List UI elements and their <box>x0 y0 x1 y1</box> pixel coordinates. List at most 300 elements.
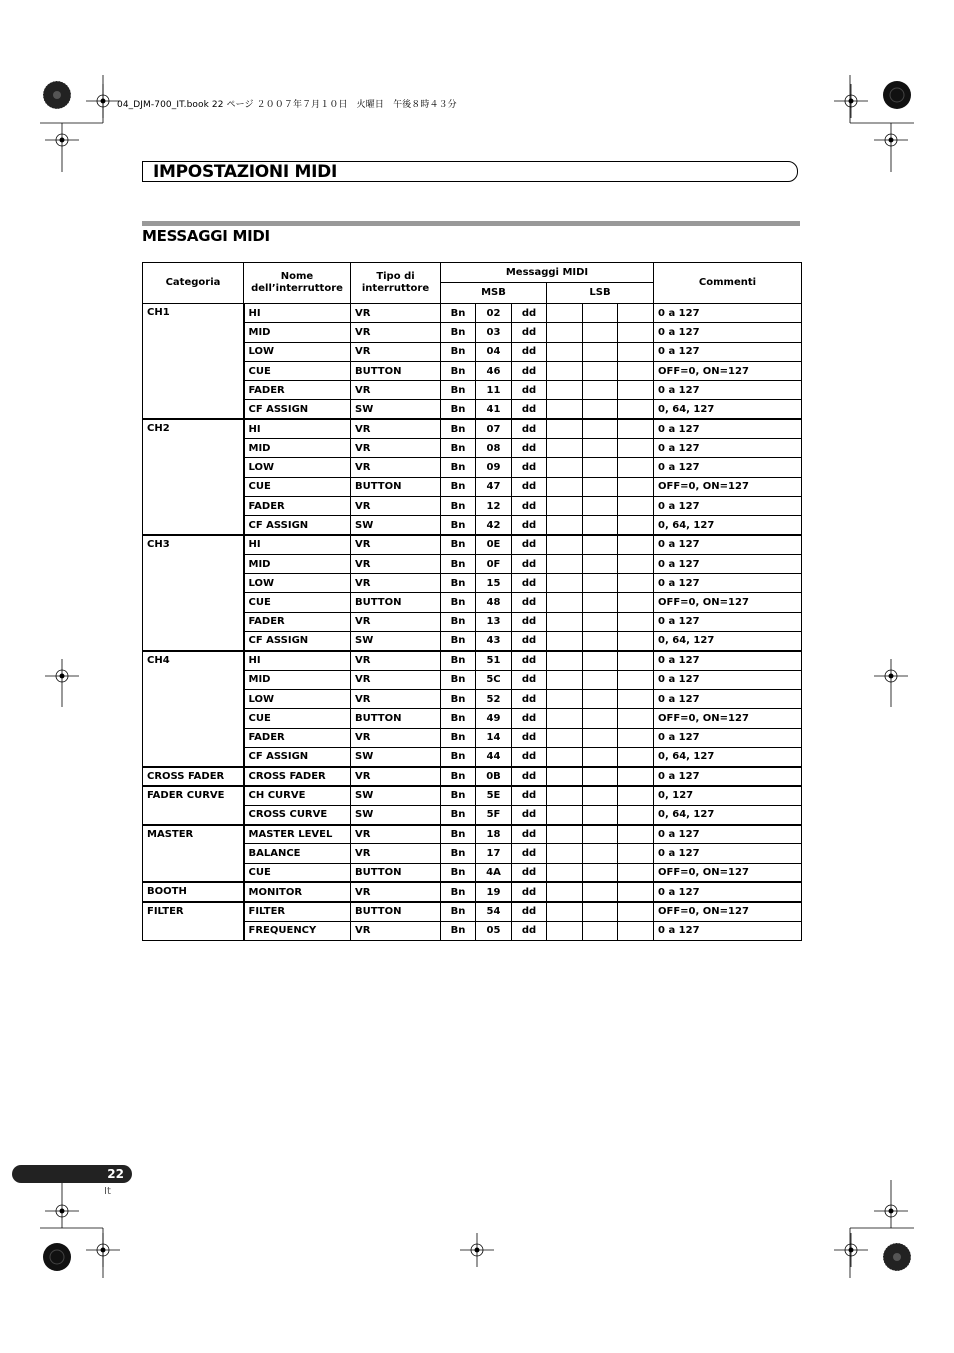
lsb-control-cell <box>583 323 618 342</box>
switch-name-cell: FADER <box>244 612 351 631</box>
switch-type-cell: SW <box>351 400 441 419</box>
msb-data-cell: dd <box>512 805 547 824</box>
msb-status-cell: Bn <box>441 400 476 419</box>
comment-cell: 0 a 127 <box>654 921 802 940</box>
msb-data-cell: dd <box>512 709 547 728</box>
lsb-control-cell <box>583 574 618 593</box>
msb-control-cell: 5F <box>476 805 512 824</box>
lsb-control-cell <box>583 612 618 631</box>
comment-cell: 0 a 127 <box>654 844 802 863</box>
lsb-data-cell <box>618 381 654 400</box>
comment-cell: 0 a 127 <box>654 825 802 844</box>
msb-control-cell: 46 <box>476 361 512 380</box>
msb-data-cell: dd <box>512 477 547 496</box>
lsb-status-cell <box>547 921 583 940</box>
switch-type-cell: VR <box>351 844 441 863</box>
msb-data-cell: dd <box>512 419 547 438</box>
lsb-status-cell <box>547 805 583 824</box>
msb-status-cell: Bn <box>441 612 476 631</box>
msb-data-cell: dd <box>512 844 547 863</box>
switch-type-cell: SW <box>351 632 441 651</box>
lsb-data-cell <box>618 863 654 882</box>
header-commenti: Commenti <box>654 263 802 304</box>
lsb-data-cell <box>618 400 654 419</box>
table-row <box>143 767 802 786</box>
switch-type-cell: VR <box>351 496 441 515</box>
switch-name-cell: CF ASSIGN <box>244 400 351 419</box>
table-row <box>143 535 802 554</box>
lsb-status-cell <box>547 902 583 921</box>
lsb-status-cell <box>547 439 583 458</box>
switch-type-cell: VR <box>351 342 441 361</box>
lsb-control-cell <box>583 458 618 477</box>
lsb-data-cell <box>618 342 654 361</box>
msb-data-cell: dd <box>512 651 547 670</box>
lsb-data-cell <box>618 496 654 515</box>
lsb-control-cell <box>583 921 618 940</box>
header-nome-line1: Nome <box>280 271 314 282</box>
lsb-status-cell <box>547 535 583 554</box>
comment-cell: 0 a 127 <box>654 342 802 361</box>
lsb-status-cell <box>547 689 583 708</box>
msb-control-cell: 51 <box>476 651 512 670</box>
table-row <box>143 304 802 323</box>
lsb-control-cell <box>583 419 618 438</box>
msb-data-cell: dd <box>512 323 547 342</box>
msb-control-cell: 48 <box>476 593 512 612</box>
switch-type-cell: VR <box>351 439 441 458</box>
lsb-status-cell <box>547 747 583 766</box>
msb-status-cell: Bn <box>441 882 476 901</box>
msb-control-cell: 4A <box>476 863 512 882</box>
msb-control-cell: 11 <box>476 381 512 400</box>
header-nome-line2: dell’interruttore <box>251 283 343 294</box>
lsb-control-cell <box>583 477 618 496</box>
lsb-control-cell <box>583 882 618 901</box>
table-row <box>143 786 802 805</box>
lsb-data-cell <box>618 921 654 940</box>
switch-name-cell: LOW <box>244 574 351 593</box>
msb-data-cell: dd <box>512 574 547 593</box>
header-tipo-line1: Tipo di <box>376 271 415 282</box>
section-title: IMPOSTAZIONI MIDI <box>153 162 337 182</box>
msb-control-cell: 44 <box>476 747 512 766</box>
switch-name-cell: CH CURVE <box>244 786 351 805</box>
comment-cell: 0, 64, 127 <box>654 747 802 766</box>
msb-data-cell: dd <box>512 439 547 458</box>
msb-status-cell: Bn <box>441 786 476 805</box>
table-row <box>143 825 802 844</box>
comment-cell: 0, 64, 127 <box>654 805 802 824</box>
msb-status-cell: Bn <box>441 342 476 361</box>
msb-status-cell: Bn <box>441 651 476 670</box>
switch-name-cell: MASTER LEVEL <box>244 825 351 844</box>
switch-type-cell: SW <box>351 786 441 805</box>
msb-status-cell: Bn <box>441 805 476 824</box>
msb-data-cell: dd <box>512 767 547 786</box>
switch-name-cell: FREQUENCY <box>244 921 351 940</box>
msb-control-cell: 03 <box>476 323 512 342</box>
comment-cell: OFF=0, ON=127 <box>654 361 802 380</box>
comment-cell: 0 a 127 <box>654 419 802 438</box>
msb-data-cell: dd <box>512 689 547 708</box>
switch-type-cell: VR <box>351 825 441 844</box>
lsb-data-cell <box>618 361 654 380</box>
switch-type-cell: BUTTON <box>351 477 441 496</box>
category-cell: CH1 <box>143 304 244 420</box>
lsb-status-cell <box>547 304 583 323</box>
comment-cell: OFF=0, ON=127 <box>654 863 802 882</box>
switch-name-cell: LOW <box>244 342 351 361</box>
lsb-status-cell <box>547 342 583 361</box>
header-lsb: LSB <box>547 283 654 304</box>
lsb-status-cell <box>547 323 583 342</box>
msb-control-cell: 09 <box>476 458 512 477</box>
lsb-data-cell <box>618 632 654 651</box>
comment-cell: 0 a 127 <box>654 767 802 786</box>
lsb-control-cell <box>583 400 618 419</box>
lsb-control-cell <box>583 496 618 515</box>
comment-cell: 0 a 127 <box>654 439 802 458</box>
msb-data-cell: dd <box>512 747 547 766</box>
msb-control-cell: 0F <box>476 554 512 573</box>
msb-data-cell: dd <box>512 593 547 612</box>
msb-control-cell: 05 <box>476 921 512 940</box>
msb-data-cell: dd <box>512 554 547 573</box>
switch-name-cell: CROSS FADER <box>244 767 351 786</box>
msb-control-cell: 07 <box>476 419 512 438</box>
lsb-control-cell <box>583 863 618 882</box>
msb-control-cell: 42 <box>476 516 512 535</box>
msb-control-cell: 19 <box>476 882 512 901</box>
lsb-data-cell <box>618 304 654 323</box>
lsb-data-cell <box>618 554 654 573</box>
lsb-data-cell <box>618 419 654 438</box>
header-messaggi: Messaggi MIDI <box>441 263 654 283</box>
header-msb: MSB <box>441 283 547 304</box>
lsb-status-cell <box>547 612 583 631</box>
lsb-status-cell <box>547 574 583 593</box>
msb-control-cell: 41 <box>476 400 512 419</box>
lsb-status-cell <box>547 825 583 844</box>
switch-name-cell: HI <box>244 651 351 670</box>
lsb-data-cell <box>618 516 654 535</box>
msb-data-cell: dd <box>512 342 547 361</box>
lsb-status-cell <box>547 767 583 786</box>
msb-data-cell: dd <box>512 516 547 535</box>
comment-cell: 0, 127 <box>654 786 802 805</box>
switch-type-cell: VR <box>351 458 441 477</box>
msb-control-cell: 5E <box>476 786 512 805</box>
comment-cell: 0 a 127 <box>654 323 802 342</box>
msb-control-cell: 18 <box>476 825 512 844</box>
msb-control-cell: 0B <box>476 767 512 786</box>
switch-type-cell: BUTTON <box>351 361 441 380</box>
header-nome <box>244 263 351 304</box>
msb-data-cell: dd <box>512 535 547 554</box>
switch-name-cell: MONITOR <box>244 882 351 901</box>
lsb-status-cell <box>547 632 583 651</box>
switch-type-cell: VR <box>351 381 441 400</box>
switch-name-cell: FADER <box>244 496 351 515</box>
lsb-data-cell <box>618 767 654 786</box>
switch-name-cell: CUE <box>244 593 351 612</box>
msb-data-cell: dd <box>512 381 547 400</box>
msb-status-cell: Bn <box>441 477 476 496</box>
lsb-control-cell <box>583 593 618 612</box>
switch-type-cell: VR <box>351 304 441 323</box>
comment-cell: 0 a 127 <box>654 574 802 593</box>
page-number: 22 <box>107 1167 124 1181</box>
switch-type-cell: BUTTON <box>351 863 441 882</box>
switch-type-cell: VR <box>351 767 441 786</box>
msb-data-cell: dd <box>512 863 547 882</box>
lsb-data-cell <box>618 882 654 901</box>
subsection-title: MESSAGGI MIDI <box>142 227 270 245</box>
msb-status-cell: Bn <box>441 593 476 612</box>
switch-name-cell: FILTER <box>244 902 351 921</box>
msb-status-cell: Bn <box>441 458 476 477</box>
category-cell: MASTER <box>143 825 244 883</box>
comment-cell: OFF=0, ON=127 <box>654 593 802 612</box>
switch-type-cell: VR <box>351 323 441 342</box>
lsb-status-cell <box>547 361 583 380</box>
switch-name-cell: CUE <box>244 477 351 496</box>
comment-cell: OFF=0, ON=127 <box>654 477 802 496</box>
msb-control-cell: 52 <box>476 689 512 708</box>
msb-data-cell: dd <box>512 361 547 380</box>
msb-control-cell: 54 <box>476 902 512 921</box>
lsb-status-cell <box>547 593 583 612</box>
switch-type-cell: VR <box>351 921 441 940</box>
switch-name-cell: CF ASSIGN <box>244 632 351 651</box>
lsb-status-cell <box>547 670 583 689</box>
msb-data-cell: dd <box>512 786 547 805</box>
msb-control-cell: 15 <box>476 574 512 593</box>
msb-data-cell: dd <box>512 882 547 901</box>
lsb-data-cell <box>618 825 654 844</box>
lsb-data-cell <box>618 805 654 824</box>
msb-data-cell: dd <box>512 728 547 747</box>
switch-type-cell: VR <box>351 882 441 901</box>
comment-cell: 0 a 127 <box>654 882 802 901</box>
lsb-control-cell <box>583 825 618 844</box>
msb-status-cell: Bn <box>441 361 476 380</box>
msb-status-cell: Bn <box>441 767 476 786</box>
switch-name-cell: CF ASSIGN <box>244 516 351 535</box>
msb-status-cell: Bn <box>441 863 476 882</box>
lsb-data-cell <box>618 786 654 805</box>
comment-cell: OFF=0, ON=127 <box>654 709 802 728</box>
lsb-status-cell <box>547 709 583 728</box>
msb-control-cell: 08 <box>476 439 512 458</box>
comment-cell: 0 a 127 <box>654 304 802 323</box>
lsb-data-cell <box>618 439 654 458</box>
msb-status-cell: Bn <box>441 921 476 940</box>
lsb-status-cell <box>547 458 583 477</box>
switch-type-cell: VR <box>351 535 441 554</box>
table-row <box>143 651 802 670</box>
switch-name-cell: CUE <box>244 863 351 882</box>
header-tipo-line2: interruttore <box>361 283 430 294</box>
msb-status-cell: Bn <box>441 825 476 844</box>
lsb-status-cell <box>547 381 583 400</box>
lsb-status-cell <box>547 882 583 901</box>
switch-name-cell: CUE <box>244 361 351 380</box>
msb-data-cell: dd <box>512 304 547 323</box>
lsb-data-cell <box>618 612 654 631</box>
category-cell: FILTER <box>143 902 244 941</box>
comment-cell: 0 a 127 <box>654 458 802 477</box>
msb-status-cell: Bn <box>441 670 476 689</box>
comment-cell: 0, 64, 127 <box>654 632 802 651</box>
switch-name-cell: CROSS CURVE <box>244 805 351 824</box>
msb-data-cell: dd <box>512 825 547 844</box>
switch-name-cell: CUE <box>244 709 351 728</box>
lsb-control-cell <box>583 670 618 689</box>
lsb-control-cell <box>583 805 618 824</box>
header-categoria: Categoria <box>143 263 244 304</box>
msb-status-cell: Bn <box>441 516 476 535</box>
lsb-status-cell <box>547 554 583 573</box>
msb-status-cell: Bn <box>441 632 476 651</box>
msb-control-cell: 47 <box>476 477 512 496</box>
midi-messages-table <box>142 262 802 941</box>
lsb-control-cell <box>583 516 618 535</box>
comment-cell: 0 a 127 <box>654 728 802 747</box>
lsb-data-cell <box>618 651 654 670</box>
msb-control-cell: 5C <box>476 670 512 689</box>
switch-type-cell: VR <box>351 670 441 689</box>
switch-type-cell: VR <box>351 728 441 747</box>
msb-control-cell: 12 <box>476 496 512 515</box>
msb-data-cell: dd <box>512 921 547 940</box>
switch-name-cell: HI <box>244 304 351 323</box>
table-row <box>143 419 802 438</box>
msb-status-cell: Bn <box>441 689 476 708</box>
msb-status-cell: Bn <box>441 419 476 438</box>
category-cell: BOOTH <box>143 882 244 901</box>
msb-status-cell: Bn <box>441 747 476 766</box>
msb-data-cell: dd <box>512 902 547 921</box>
category-cell: CH3 <box>143 535 244 651</box>
msb-status-cell: Bn <box>441 574 476 593</box>
msb-data-cell: dd <box>512 496 547 515</box>
lsb-data-cell <box>618 902 654 921</box>
lsb-status-cell <box>547 863 583 882</box>
lsb-status-cell <box>547 844 583 863</box>
switch-type-cell: SW <box>351 747 441 766</box>
msb-control-cell: 43 <box>476 632 512 651</box>
comment-cell: 0 a 127 <box>654 496 802 515</box>
header-tipo <box>351 263 441 304</box>
msb-data-cell: dd <box>512 458 547 477</box>
lsb-data-cell <box>618 477 654 496</box>
msb-control-cell: 13 <box>476 612 512 631</box>
comment-cell: 0, 64, 127 <box>654 400 802 419</box>
table-row <box>143 902 802 921</box>
subsection-rule <box>142 221 800 226</box>
msb-data-cell: dd <box>512 400 547 419</box>
switch-type-cell: BUTTON <box>351 902 441 921</box>
msb-status-cell: Bn <box>441 439 476 458</box>
msb-status-cell: Bn <box>441 902 476 921</box>
switch-type-cell: VR <box>351 419 441 438</box>
comment-cell: 0 a 127 <box>654 381 802 400</box>
msb-status-cell: Bn <box>441 323 476 342</box>
switch-name-cell: LOW <box>244 689 351 708</box>
lsb-data-cell <box>618 458 654 477</box>
lsb-status-cell <box>547 786 583 805</box>
comment-cell: 0 a 127 <box>654 651 802 670</box>
comment-cell: OFF=0, ON=127 <box>654 902 802 921</box>
switch-type-cell: VR <box>351 651 441 670</box>
switch-name-cell: MID <box>244 670 351 689</box>
category-cell: CH4 <box>143 651 244 767</box>
lsb-status-cell <box>547 400 583 419</box>
lsb-data-cell <box>618 323 654 342</box>
table-body <box>143 304 802 941</box>
switch-name-cell: FADER <box>244 728 351 747</box>
msb-data-cell: dd <box>512 612 547 631</box>
table-row <box>143 882 802 901</box>
switch-type-cell: VR <box>351 574 441 593</box>
switch-type-cell: VR <box>351 612 441 631</box>
lsb-status-cell <box>547 651 583 670</box>
table-header-row <box>143 263 802 283</box>
lsb-control-cell <box>583 709 618 728</box>
msb-control-cell: 04 <box>476 342 512 361</box>
msb-status-cell: Bn <box>441 304 476 323</box>
lsb-control-cell <box>583 747 618 766</box>
switch-type-cell: BUTTON <box>351 593 441 612</box>
switch-name-cell: HI <box>244 419 351 438</box>
lsb-control-cell <box>583 651 618 670</box>
switch-name-cell: LOW <box>244 458 351 477</box>
msb-status-cell: Bn <box>441 728 476 747</box>
lsb-data-cell <box>618 689 654 708</box>
language-code: It <box>104 1186 111 1197</box>
switch-type-cell: VR <box>351 689 441 708</box>
switch-type-cell: SW <box>351 516 441 535</box>
comment-cell: 0, 64, 127 <box>654 516 802 535</box>
msb-control-cell: 0E <box>476 535 512 554</box>
lsb-data-cell <box>618 844 654 863</box>
msb-control-cell: 14 <box>476 728 512 747</box>
lsb-control-cell <box>583 535 618 554</box>
switch-type-cell: BUTTON <box>351 709 441 728</box>
lsb-control-cell <box>583 728 618 747</box>
comment-cell: 0 a 127 <box>654 670 802 689</box>
switch-name-cell: CF ASSIGN <box>244 747 351 766</box>
lsb-data-cell <box>618 574 654 593</box>
lsb-status-cell <box>547 419 583 438</box>
lsb-control-cell <box>583 767 618 786</box>
lsb-control-cell <box>583 361 618 380</box>
msb-status-cell: Bn <box>441 496 476 515</box>
msb-control-cell: 02 <box>476 304 512 323</box>
switch-type-cell: SW <box>351 805 441 824</box>
msb-control-cell: 17 <box>476 844 512 863</box>
lsb-control-cell <box>583 689 618 708</box>
lsb-control-cell <box>583 902 618 921</box>
switch-name-cell: FADER <box>244 381 351 400</box>
lsb-status-cell <box>547 496 583 515</box>
lsb-data-cell <box>618 670 654 689</box>
switch-name-cell: MID <box>244 554 351 573</box>
lsb-control-cell <box>583 844 618 863</box>
switch-type-cell: VR <box>351 554 441 573</box>
